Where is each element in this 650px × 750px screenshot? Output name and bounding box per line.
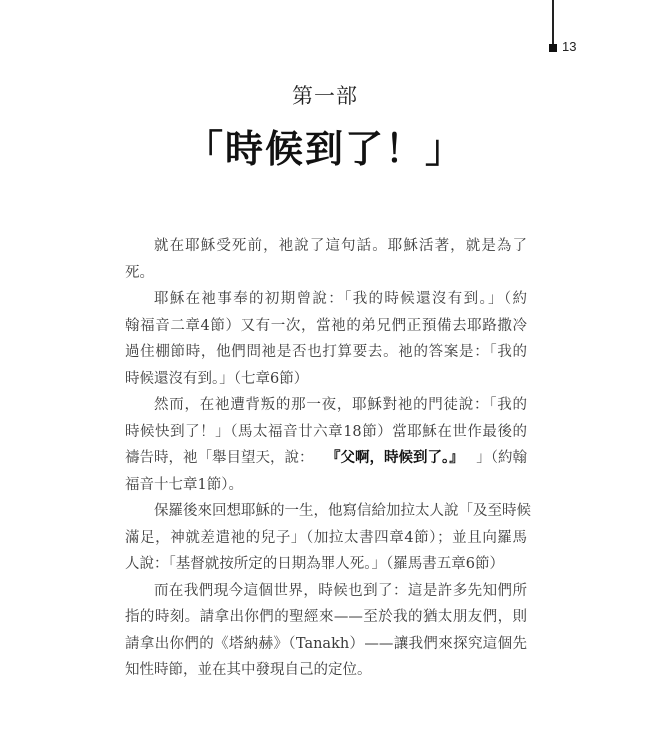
text-line: 而在我們現今這個世界，時候也到了：這是許多先知們所 [154, 582, 527, 599]
text-line: 時候快到了！」（馬太福音廿六章18節）當耶穌在世作最後的 [125, 423, 527, 440]
text-line: 就在耶穌受死前，祂說了這句話。耶穌活著，就是為了 [154, 238, 527, 254]
text-line: 滿足，神就差遣祂的兒子」（加拉太書四章4節）；並且向羅馬 [125, 529, 527, 546]
text-line: 時候還沒有到。」（七章6節） [125, 370, 309, 387]
text-segment: 」（約翰 [476, 450, 527, 466]
text-line: 福音十七章1節）。 [125, 476, 243, 493]
paragraph [125, 498, 531, 578]
page-number: 13 [562, 39, 577, 54]
page-edge-rule [552, 0, 554, 46]
text-line: 翰福音二章4節）又有一次，當祂的弟兄們正預備去耶路撒冷 [125, 317, 527, 334]
paragraph [125, 233, 527, 286]
text-line: 人說：「基督就按所定的日期為罪人死。」（羅馬書五章6節） [125, 556, 504, 572]
text-line: 過住棚節時，他們問祂是否也打算要去。祂的答案是：「我的 [125, 344, 527, 360]
text-segment: 禱告時，祂「舉目望天，說： [125, 450, 314, 466]
paragraph [125, 286, 527, 392]
text-line: 請拿出你們的《塔納赫》（Tanakh）——讓我們來探究這個先 [125, 635, 527, 652]
text-line: 指的時刻。請拿出你們的聖經來——至於我的猶太朋友們，則 [125, 609, 527, 625]
page-number-marker [549, 44, 557, 52]
text-line-with-emphasis [125, 445, 527, 472]
text-line: 死。 [125, 264, 154, 281]
paragraph [125, 392, 527, 498]
chapter-title: 「時候到了！」 [184, 126, 465, 171]
text-line: 保羅後來回想耶穌的一生，他寫信給加拉太人說「及至時候 [154, 503, 531, 519]
body-text [125, 233, 531, 684]
emphasized-quote: 『父啊，時候到了。』 [326, 450, 464, 466]
part-label: 第一部 [292, 84, 358, 108]
text-line: 知性時節，並在其中發現自己的定位。 [125, 662, 372, 678]
paragraph [125, 578, 527, 684]
text-line: 然而，在祂遭背叛的那一夜，耶穌對祂的門徒說：「我的 [154, 397, 527, 413]
text-line: 耶穌在祂事奉的初期曾說：「我的時候還沒有到。」（約 [154, 291, 527, 307]
